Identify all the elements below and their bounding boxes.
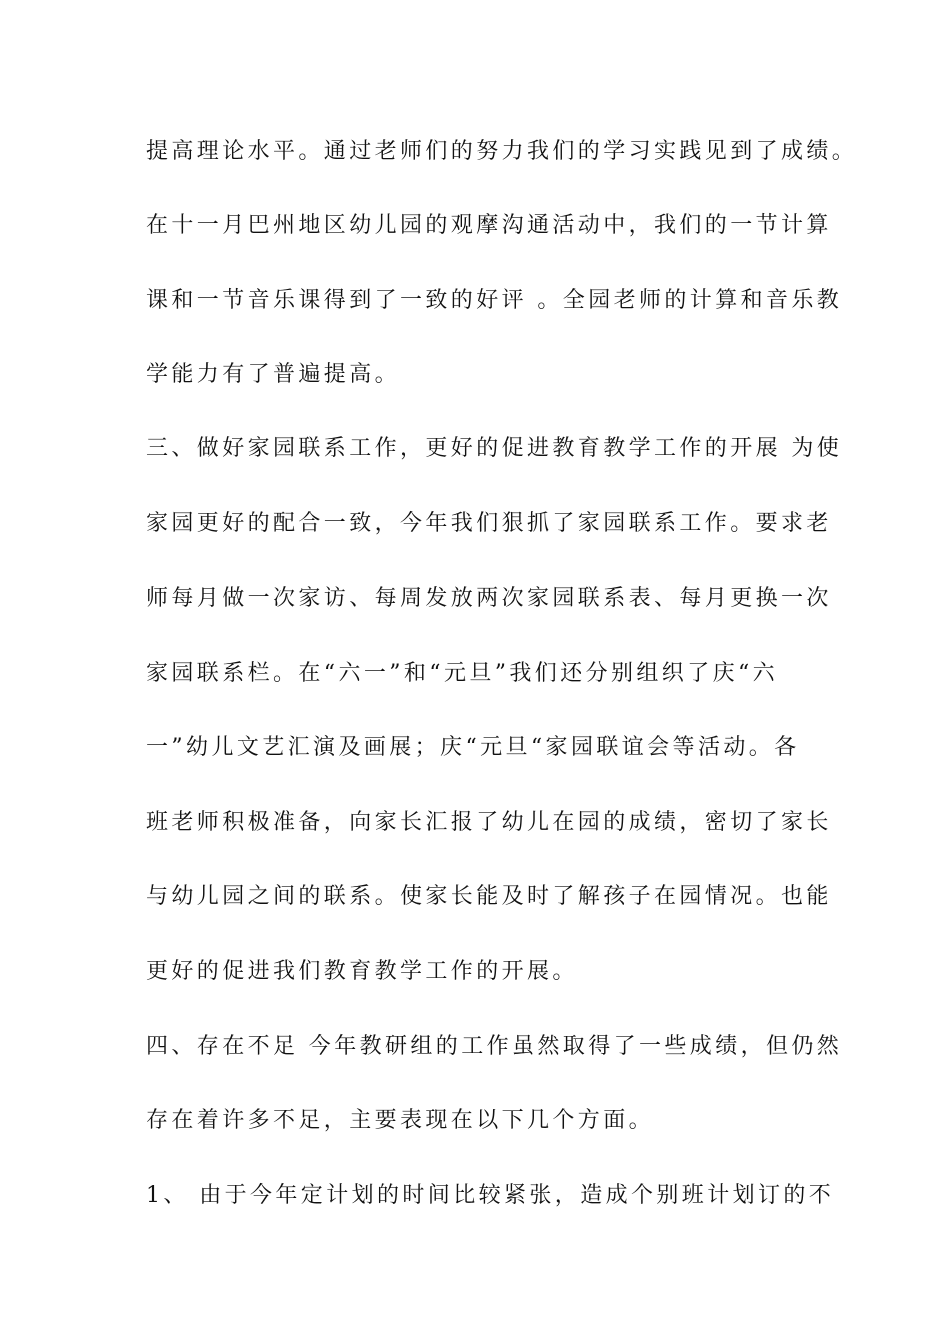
paragraph-line: 提高理论水平。通过老师们的努力我们的学习实践见到了成绩。 xyxy=(146,139,858,164)
section-heading-line: 四、存在不足 今年教研组的工作虽然取得了一些成绩，但仍然 xyxy=(146,1034,843,1059)
section-heading-line: 三、做好家园联系工作，更好的促进教育教学工作的开展 为使 xyxy=(146,436,843,461)
paragraph-line: 学能力有了普遍提高。 xyxy=(146,362,401,387)
paragraph-line: 更好的促进我们教育教学工作的开展。 xyxy=(146,959,578,984)
paragraph-line: 存在着许多不足，主要表现在以下几个方面。 xyxy=(146,1108,655,1133)
paragraph-line: 课和一节音乐课得到了一致的好评 。全园老师的计算和音乐教 xyxy=(146,288,843,313)
paragraph-line: 家园更好的配合一致，今年我们狠抓了家园联系工作。要求老 xyxy=(146,511,832,536)
paragraph-line: 家园联系栏。在“六一”和“元旦”我们还分别组织了庆“六 xyxy=(146,661,779,686)
paragraph-line: 在十一月巴州地区幼儿园的观摩沟通活动中，我们的一节计算 xyxy=(146,213,832,238)
paragraph-line: 一”幼儿文艺汇演及画展；庆“元旦“家园联谊会等活动。各 xyxy=(146,735,800,760)
paragraph-line: 师每月做一次家访、每周发放两次家园联系表、每月更换一次 xyxy=(146,586,832,611)
paragraph-line: 班老师积极准备，向家长汇报了幼儿在园的成绩，密切了家长 xyxy=(146,810,832,835)
paragraph-line: 与幼儿园之间的联系。使家长能及时了解孩子在园情况。也能 xyxy=(146,884,832,909)
list-item-line: 1、 由于今年定计划的时间比较紧张，造成个别班计划订的不 xyxy=(146,1183,835,1208)
